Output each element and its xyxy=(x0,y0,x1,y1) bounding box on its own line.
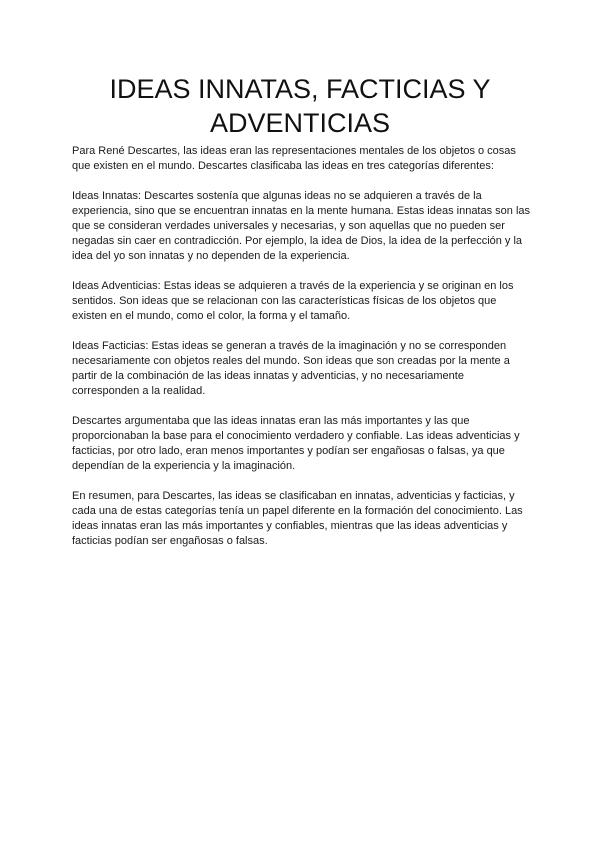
paragraph-argument: Descartes argumentaba que las ideas innatas eran las más importantes y las que proporcionaban la base para el conocimiento verdadero y confiable. Las ideas adventicias y facticias, por otro lado, eran menos importantes y podían ser engañosas o falsas, ya que dependían de la experiencia y la imaginación. xyxy=(72,415,520,472)
paragraph-ideas-innatas: Ideas Innatas: Descartes sostenía que algunas ideas no se adquieren a través de la experiencia, sino que se encuentran innatas en la mente humana. Estas ideas innatas son las que se consideran verdades universales y necesarias, y son aquellas que no pueden ser negadas sin caer en contradicción. Por ejemplo, la idea de Dios, la idea de la perfección y la idea del yo son innatas y no dependen de la experiencia. xyxy=(72,190,531,262)
title-line-1: IDEAS INNATAS, FACTICIAS Y xyxy=(109,74,491,104)
title-line-2: ADVENTICIAS xyxy=(209,108,391,138)
paragraph-intro: Para René Descartes, las ideas eran las representaciones mentales de los objetos o cosas que existen en el mundo. Descartes clasificaba las ideas en tres categorías diferentes: xyxy=(72,145,516,172)
paragraph-ideas-facticias: Ideas Facticias: Estas ideas se generan a través de la imaginación y no se corresponden necesariamente con objetos reales del mundo. Son ideas que son creadas por la mente a partir de la combinación de las ideas innatas y adventicias, y no necesariamente corresponden a la realidad. xyxy=(72,340,510,397)
document-body xyxy=(72,144,532,564)
paragraph-summary: En resumen, para Descartes, las ideas se clasificaban en innatas, adventicias y facticias, y cada una de estas categorías tenía un papel diferente en la formación del conocimiento. Las ideas innatas eran las más importantes y confiables, mientras que las ideas adventicias y facticias podían ser engañosas o falsas. xyxy=(72,490,523,547)
paragraph-ideas-adventicias: Ideas Adventicias: Estas ideas se adquieren a través de la experiencia y se originan en los sentidos. Son ideas que se relacionan con las características físicas de los objetos que existen en el mundo, como el color, la forma y el tamaño. xyxy=(72,280,514,322)
document-title xyxy=(60,72,540,140)
